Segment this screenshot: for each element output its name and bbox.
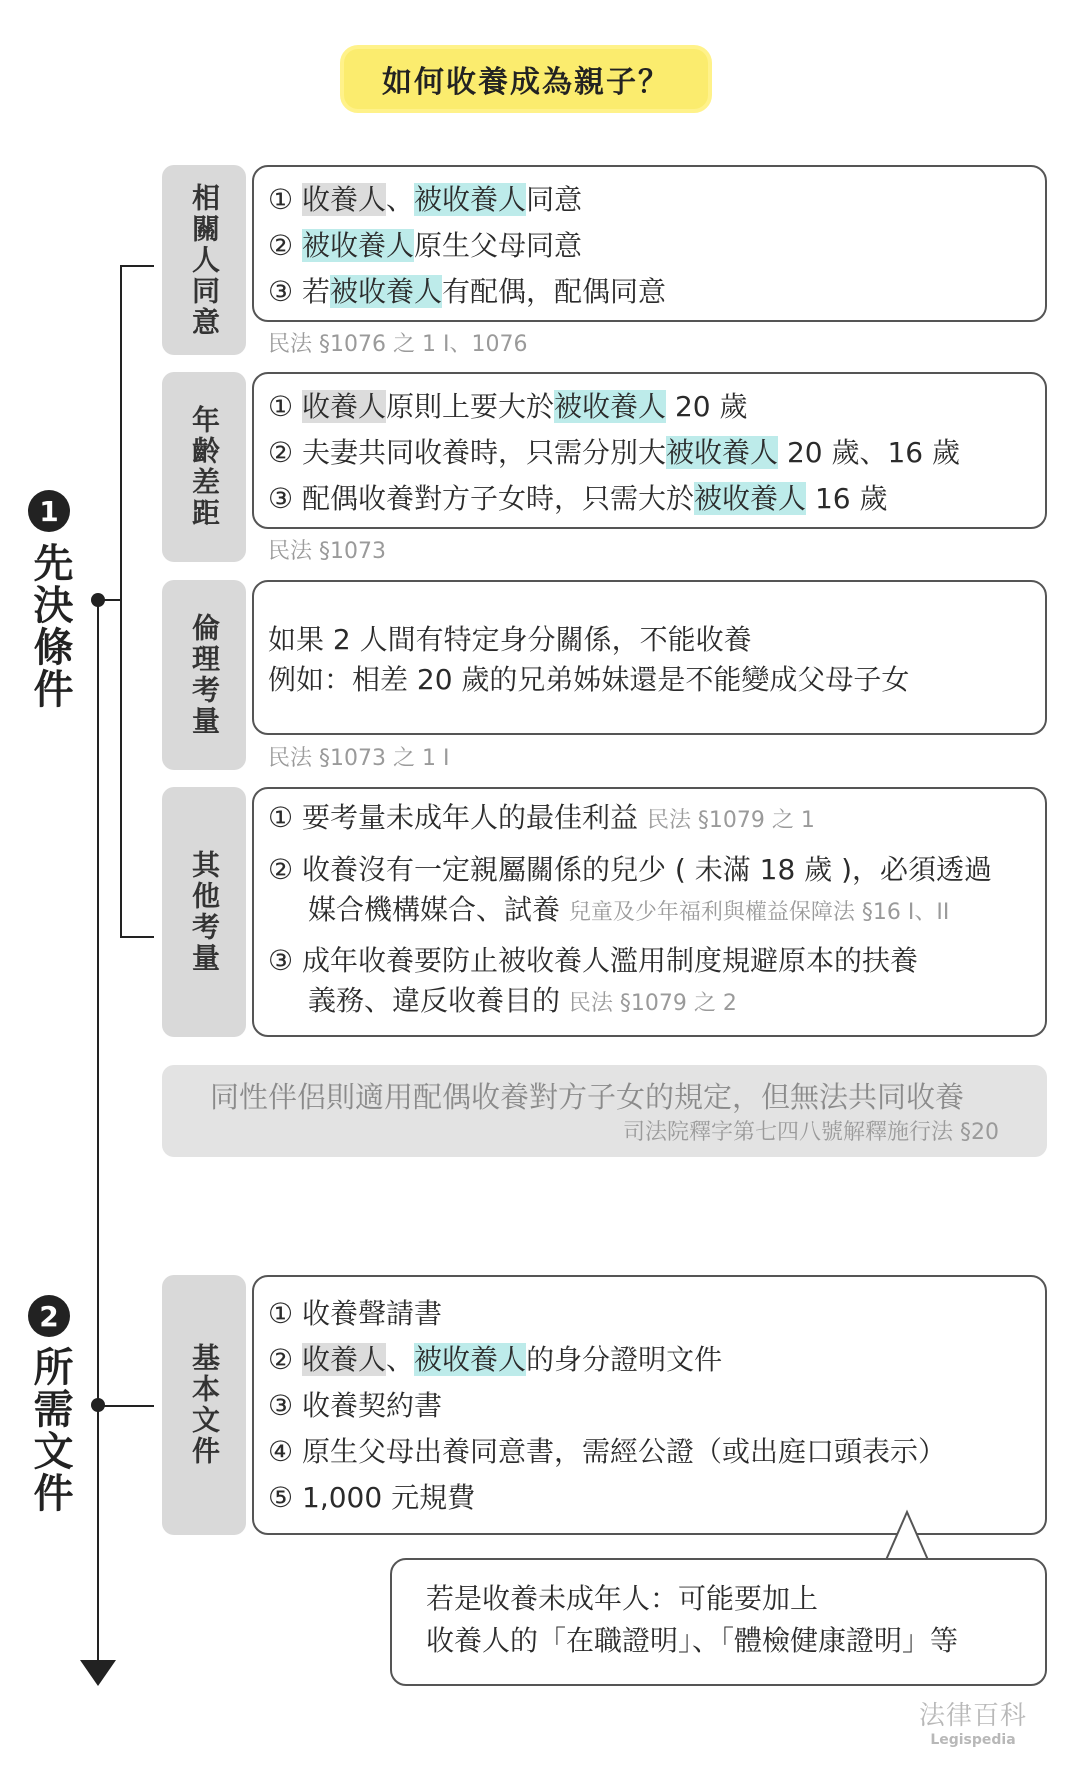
list-item: ③ 收養契約書 [268, 1389, 443, 1422]
list-item: ③ 配偶收養對方子女時，只需大於被收養人 16 歲 [268, 482, 888, 515]
logo-subtext: Legispedia [930, 1732, 1016, 1748]
list-item: ① 收養人原則上要大於被收養人 20 歲 [268, 390, 748, 423]
section-1-title: 先決條件 [27, 542, 73, 710]
list-item: ③ 若被收養人有配偶，配偶同意 [268, 275, 667, 308]
tab-docs-label: 基本文件 [188, 1343, 221, 1467]
callout-pointer [880, 1508, 960, 1562]
ethics-box [252, 580, 1047, 735]
list-item-continuation: 媒合機構媒合、試養 兒童及少年福利與權益保障法 §16 I、II [308, 893, 950, 926]
list-item: ② 收養人、被收養人的身分證明文件 [268, 1343, 723, 1376]
timeline-arrow [80, 1660, 116, 1686]
age-box [252, 372, 1047, 529]
timeline [97, 600, 99, 1662]
list-item: ⑤ 1,000 元規費 [268, 1481, 476, 1514]
connector-2 [97, 1405, 154, 1407]
list-item: ② 夫妻共同收養時，只需分別大被收養人 20 歲、16 歲 [268, 436, 961, 469]
tab-consent-label: 相關人同意 [188, 182, 221, 338]
note-citation: 司法院釋字第七四八號解釋施行法 §20 [623, 1120, 999, 1145]
other-box [252, 787, 1047, 1037]
logo-text: 法律百科 [918, 1701, 1027, 1731]
consent-citation: 民法 §1076 之 1 I、1076 [268, 332, 528, 357]
callout-line-2: 收養人的「在職證明」、「體檢健康證明」等 [426, 1624, 959, 1657]
tab-ethics-label: 倫理考量 [188, 613, 221, 737]
tab-other [162, 787, 246, 1037]
same-sex-note [162, 1065, 1047, 1157]
ethics-line-2: 例如：相差 20 歲的兄弟姊妹還是不能變成父母子女 [268, 663, 910, 696]
list-item-continuation: 義務、違反收養目的 民法 §1079 之 2 [308, 984, 737, 1017]
page-title: 如何收養成為親子？ [340, 45, 712, 113]
list-item: ④ 原生父母出養同意書，需經公證（或出庭口頭表示） [268, 1435, 947, 1468]
list-item: ① 收養聲請書 [268, 1297, 443, 1330]
bracket-top [120, 265, 154, 267]
list-item: ③ 成年收養要防止被收養人濫用制度規避原本的扶養 [268, 944, 919, 977]
note-text: 同性伴侶則適用配偶收養對方子女的規定，但無法共同收養 [210, 1080, 965, 1114]
section-2-number: 2 [28, 1295, 70, 1337]
tab-age-label: 年齡差距 [188, 405, 221, 529]
tab-docs [162, 1275, 246, 1535]
section-1-number: 1 [28, 490, 70, 532]
tab-age [162, 372, 246, 562]
tab-other-label: 其他考量 [188, 850, 221, 974]
list-item: ② 收養沒有一定親屬關係的兒少 ( 未滿 18 歲 )，必須透過 [268, 853, 992, 886]
bracket [120, 265, 122, 938]
bracket-bottom [120, 936, 154, 938]
logo [918, 1695, 1028, 1748]
consent-box [252, 165, 1047, 322]
docs-box [252, 1275, 1047, 1535]
age-citation: 民法 §1073 [268, 539, 386, 564]
minor-adoption-callout [390, 1558, 1047, 1686]
tab-ethics [162, 580, 246, 770]
list-item: ① 要考量未成年人的最佳利益 民法 §1079 之 1 [268, 801, 815, 834]
section-2-title: 所需文件 [27, 1346, 73, 1514]
connector-1 [97, 599, 121, 601]
ethics-citation: 民法 §1073 之 1 I [268, 746, 450, 771]
tab-consent [162, 165, 246, 355]
list-item: ② 被收養人原生父母同意 [268, 229, 583, 262]
ethics-line-1: 如果 2 人間有特定身分關係，不能收養 [268, 623, 752, 656]
list-item: ① 收養人、被收養人同意 [268, 183, 583, 216]
callout-line-1: 若是收養未成年人：可能要加上 [426, 1582, 819, 1615]
